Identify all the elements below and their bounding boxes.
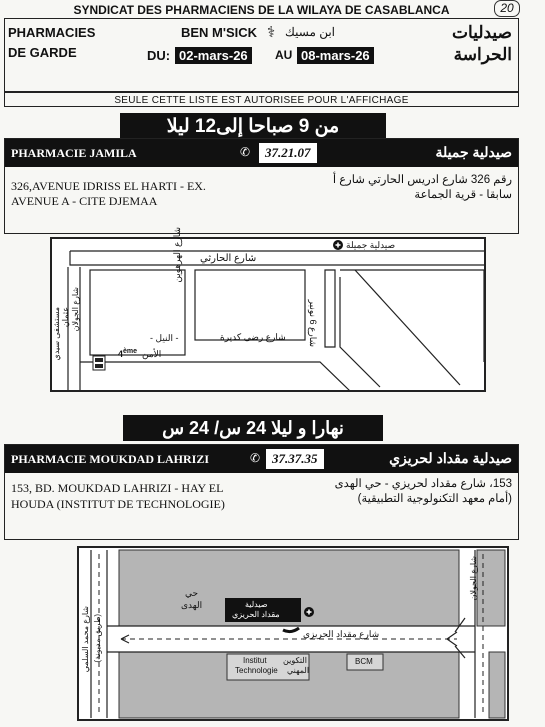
address-line1: 326,AVENUE IDRISS EL HARTI - EX.	[11, 179, 206, 193]
map-jamila	[50, 227, 486, 392]
map1-street-6nov: شارع 6 نونبر	[308, 299, 318, 347]
phone-number-2: 37.37.35	[266, 449, 324, 469]
map2-takwin-2: المهني	[287, 666, 310, 675]
map2-street-joulan: شارع الجولان	[469, 556, 478, 601]
map2-street-lahrizi: شارع مقداد الحريزي	[303, 629, 380, 639]
pharmacy-header-bar	[5, 139, 518, 167]
map1-street-hourwine: شارع الهرهوين	[172, 227, 182, 283]
hours-banner-1: من 9 صباحا إلى12 ليلا	[120, 113, 386, 140]
map1-amn-num	[118, 348, 137, 359]
map2-bcm: BCM	[355, 657, 373, 666]
pharmacy-name: PHARMACIE JAMILA	[11, 146, 137, 160]
caduceus-icon: ⚕	[267, 24, 276, 41]
address-ar-line1: رقم 326 شارع ادريس الحارتي شارع أ	[332, 174, 512, 186]
syndicate-title: SYNDICAT DES PHARMACIENS DE LA WILAYA DE CASABLANCA	[73, 3, 450, 17]
district-name-ar: ابن مسيك	[285, 25, 336, 39]
map1-amn-number: 4	[118, 349, 124, 359]
pharmacy-name-2: PHARMACIE MOUKDAD LAHRIZI	[11, 452, 209, 466]
map-moukdad	[77, 546, 509, 721]
map2-institut-1: Institut	[243, 656, 267, 665]
hours-banner-2: نهارا و ليلا 24 س/ 24 س	[123, 415, 383, 441]
map1-street-joulan: شارع الجولان	[71, 287, 80, 332]
address-line2: AVENUE A - CITE DJEMAA	[11, 194, 158, 208]
map1-hospital: مستشفى سيدي عثمان	[52, 307, 70, 361]
au-label: AU	[275, 48, 293, 62]
map2-takwin-1: التكوين	[283, 656, 307, 665]
date-from: 02-mars-26	[175, 47, 252, 64]
pharmacies-label: PHARMACIES	[8, 25, 96, 40]
du-label: DU:	[147, 48, 171, 63]
pharmacy-name-ar-2: صيدلية مقداد لحريزي	[389, 450, 512, 466]
district-name: BEN M'SICK	[181, 25, 258, 40]
map2-pharmacy-label-1: صيدلية	[245, 600, 268, 609]
map-jamila-drawing	[50, 237, 486, 392]
de-garde-label: DE GARDE	[8, 45, 77, 60]
map2-institut-2: Technologie	[235, 666, 278, 675]
map1-amn: الأمن	[142, 349, 162, 359]
map1-amn-sup: ème	[123, 348, 138, 355]
pharmacy-card-moukdad	[4, 444, 519, 540]
address2-line2: HOUDA (INSTITUT DE TECHNOLOGIE)	[11, 497, 225, 511]
map1-street-harti: شارع الحارثي	[200, 253, 257, 264]
date-to: 08-mars-26	[297, 47, 374, 64]
phone-icon: ✆	[250, 451, 261, 465]
map1-street-reda: شارع رضى كديرة	[220, 332, 286, 342]
map2-hay-2: الهدى	[181, 600, 203, 610]
page-number: 20	[494, 0, 520, 17]
map-moukdad-drawing	[77, 546, 509, 721]
address2-ar-line2: (أمام معهد التكنولوجية التطبيقية)	[357, 493, 512, 505]
title-ar-line2: الحراسة	[453, 45, 512, 64]
header-box	[4, 18, 519, 92]
map2-hay-1: حي	[185, 588, 199, 598]
map2-street-salmi: شارع محمد السلمي	[81, 606, 90, 673]
address-ar-line2: سابقا - قرية الجماعة	[414, 189, 512, 201]
title-ar-line1: صيدليات	[452, 23, 512, 42]
display-notice: SEULE CETTE LISTE EST AUTORISEE POUR L'AFFICHAGE	[4, 92, 519, 107]
address2-line1: 153, BD. MOUKDAD LAHRIZI - HAY EL	[11, 481, 224, 495]
pharmacy-header-bar-2	[5, 445, 518, 473]
map1-nil: - النيل -	[150, 333, 179, 343]
phone-icon: ✆	[240, 145, 251, 159]
map2-pharmacy-label-2: مقداد الحريزي	[232, 610, 280, 619]
map2-street-salmi-sub: (طريق مديونة)	[93, 614, 102, 663]
pharmacy-card-jamila	[4, 138, 519, 234]
map1-pharmacy-label: صيدلية جميلة	[346, 240, 396, 250]
address2-ar-line1: 153، شارع مقداد لحريزي - حي الهدى	[334, 478, 512, 490]
pharmacy-name-ar: صيدلية جميلة	[435, 144, 512, 160]
phone-number: 37.21.07	[259, 143, 317, 163]
